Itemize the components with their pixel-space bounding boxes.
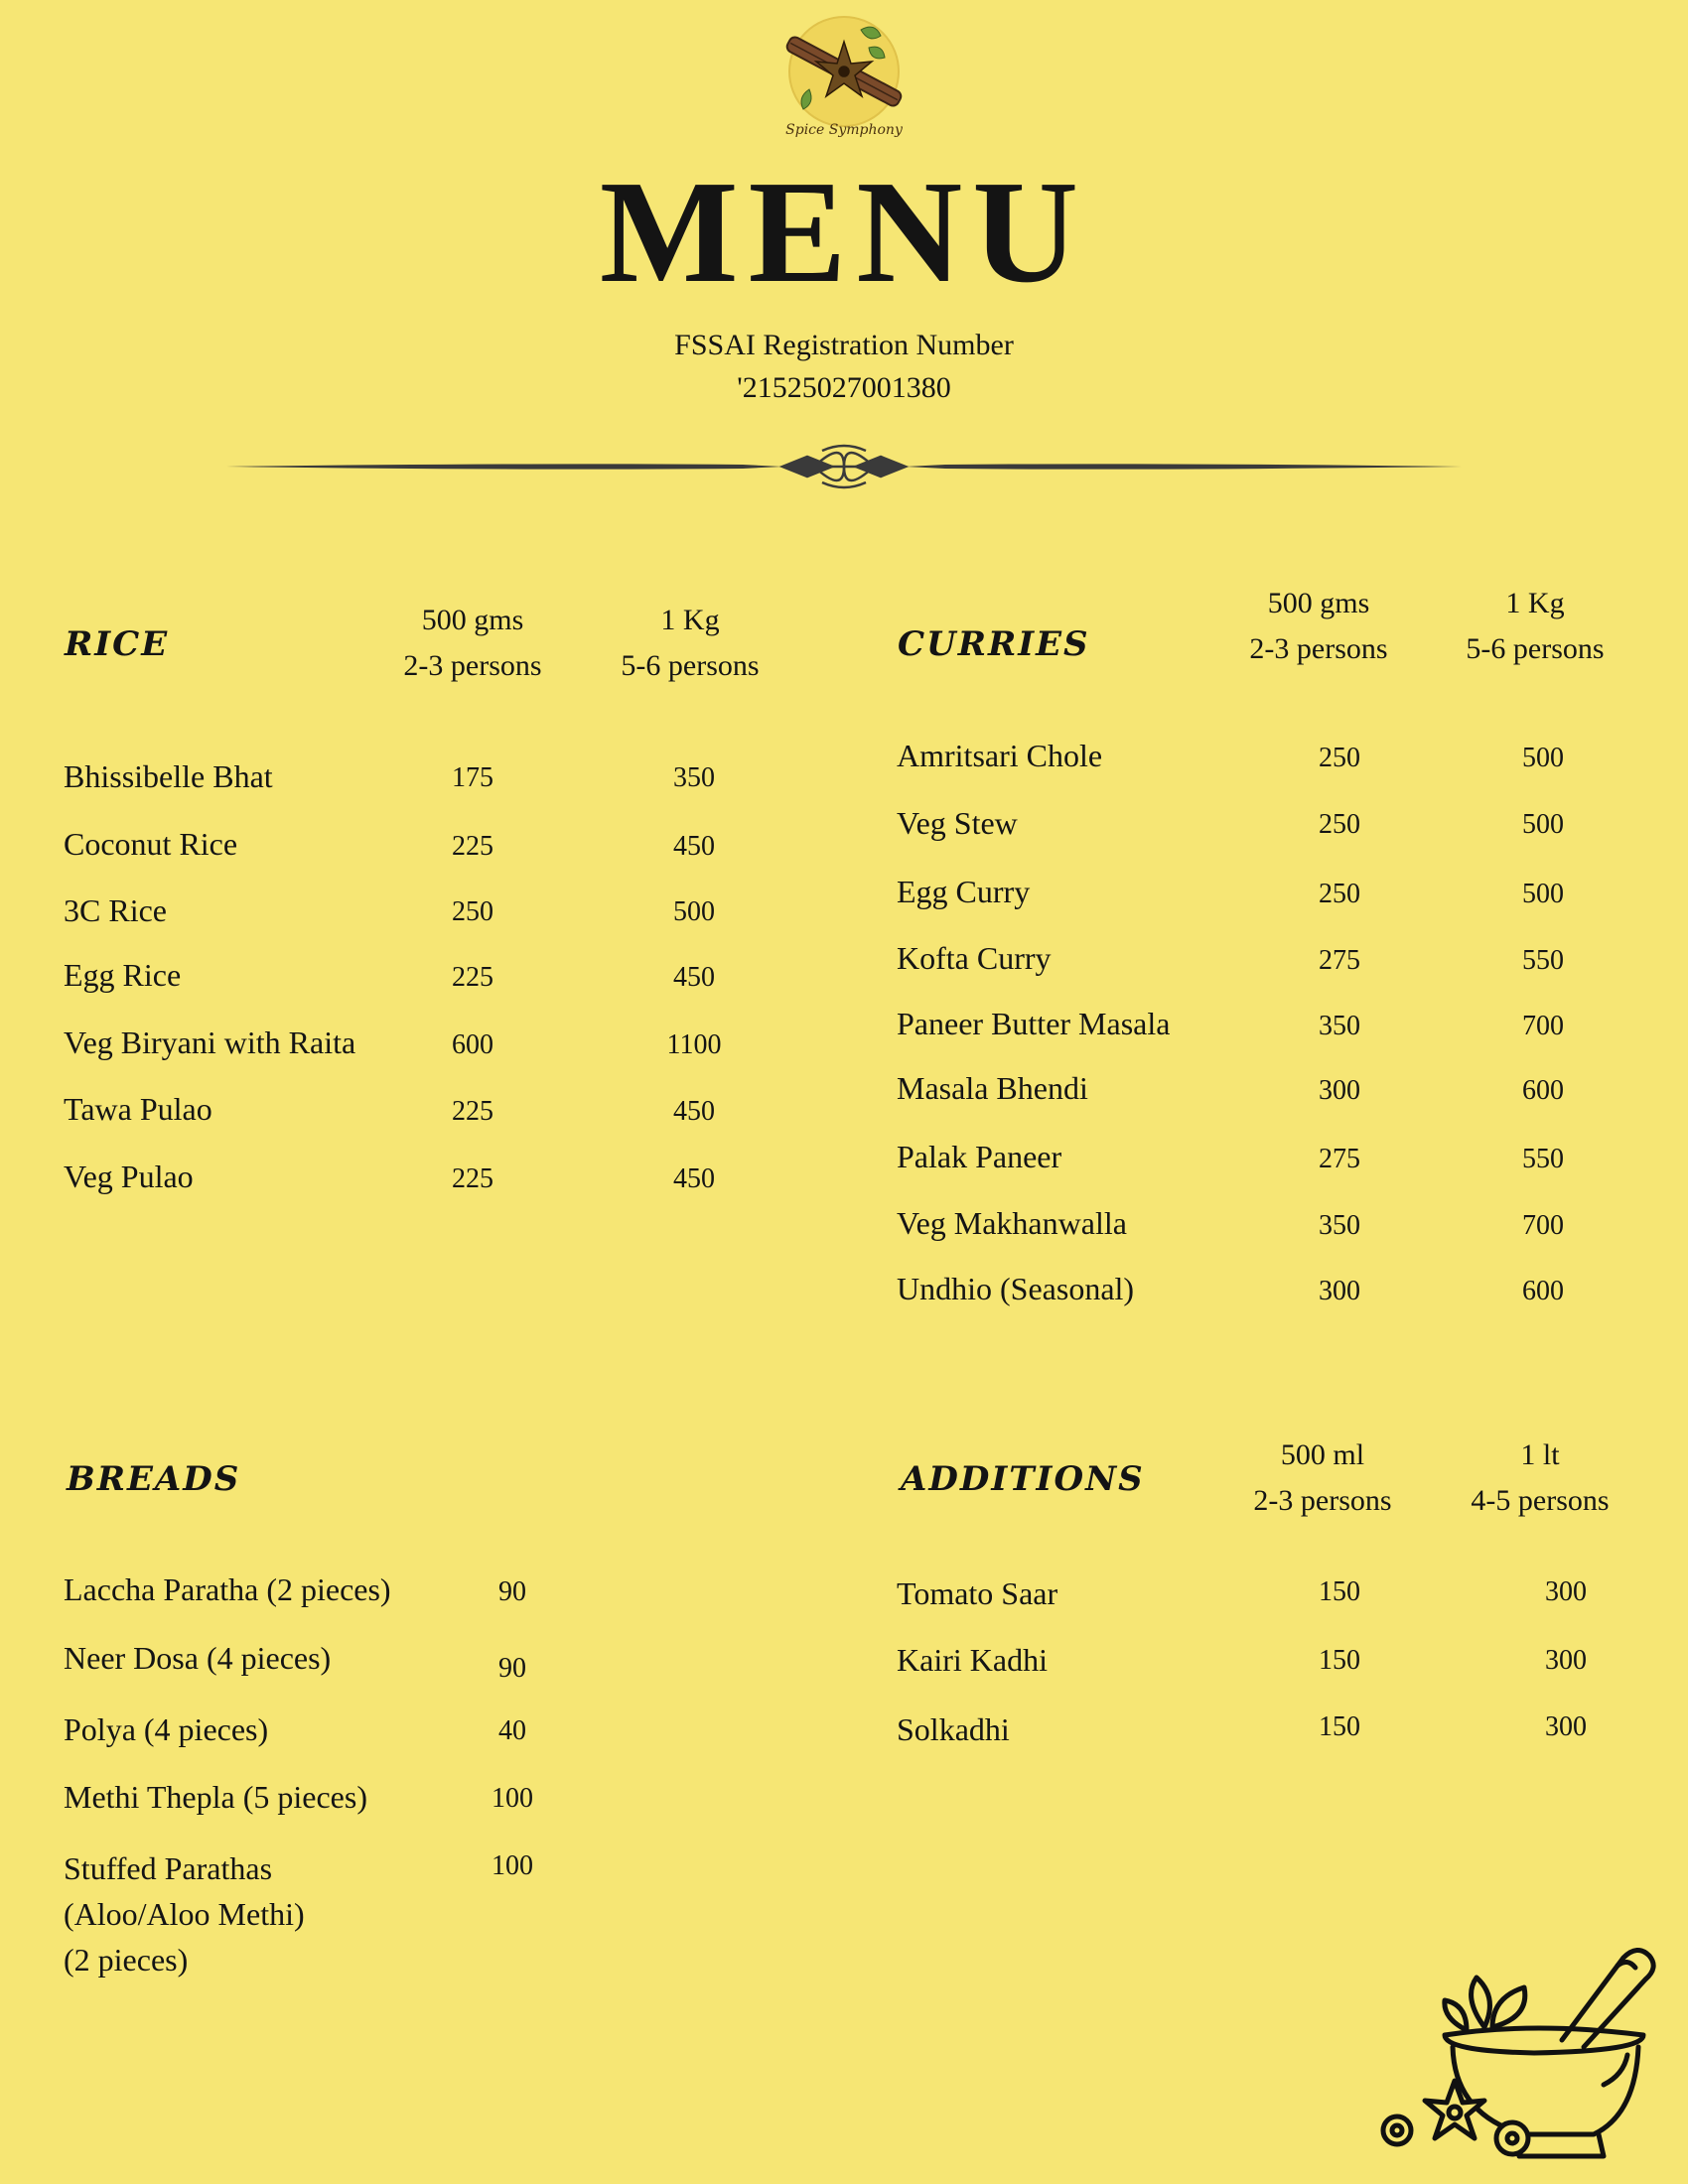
curry-item-price-large: 600 [1522, 1276, 1564, 1306]
bread-item-price: 100 [492, 1783, 533, 1814]
curry-item-name: Egg Curry [897, 874, 1031, 909]
addition-item-name: Tomato Saar [897, 1575, 1058, 1611]
bread-item-name: Polya (4 pieces) [64, 1711, 269, 1747]
curry-item-name: Masala Bhendi [897, 1070, 1088, 1106]
curry-item-price-small: 250 [1319, 879, 1360, 909]
rice-item-price-small: 225 [452, 831, 493, 862]
rice-item-name: Veg Pulao [64, 1159, 194, 1194]
spice-symphony-logo [770, 12, 918, 146]
rice-col1-qty: 500 gms [421, 604, 524, 636]
bread-item-price: 100 [492, 1850, 533, 1881]
rice-item-price-large: 1100 [666, 1029, 722, 1060]
rice-item-name: Egg Rice [64, 957, 182, 993]
curry-item-name: Undhio (Seasonal) [897, 1271, 1135, 1306]
curry-item-price-large: 700 [1522, 1210, 1564, 1241]
bread-item-name-line: (Aloo/Aloo Methi) [64, 1896, 305, 1932]
curry-item-price-small: 300 [1319, 1276, 1360, 1306]
curry-item-name: Veg Stew [897, 805, 1018, 841]
curry-item-price-large: 550 [1522, 945, 1564, 976]
curry-item-price-small: 275 [1319, 1144, 1360, 1174]
addition-item-price-small: 150 [1319, 1711, 1360, 1742]
curry-item-price-small: 250 [1319, 809, 1360, 840]
brand-name: Spice Symphony [785, 122, 903, 138]
rice-item-price-small: 250 [452, 896, 493, 927]
rice-section-title: RICE [65, 624, 170, 664]
curry-item-name: Paneer Butter Masala [897, 1006, 1171, 1041]
breads-section-title: BREADS [67, 1459, 241, 1499]
rice-item-name: Veg Biryani with Raita [64, 1024, 356, 1060]
addition-item-price-small: 150 [1319, 1645, 1360, 1676]
curry-item-name: Kofta Curry [897, 940, 1052, 976]
rice-item-name: Coconut Rice [64, 826, 238, 862]
bread-item-name: Methi Thepla (5 pieces) [64, 1779, 367, 1815]
curry-item-price-large: 500 [1522, 809, 1564, 840]
rice-col2-header [581, 598, 799, 689]
addition-item-name: Kairi Kadhi [897, 1642, 1048, 1678]
curry-item-price-small: 250 [1319, 743, 1360, 773]
curries-col1-header [1209, 581, 1428, 672]
addition-item-price-large: 300 [1545, 1711, 1587, 1742]
rice-col1-header [363, 598, 582, 689]
rice-item-price-large: 500 [673, 896, 715, 927]
rice-col2-qty: 1 Kg [660, 604, 720, 636]
rice-item-price-large: 450 [673, 1163, 715, 1194]
curry-item-name: Amritsari Chole [897, 738, 1103, 773]
curry-item-name: Veg Makhanwalla [897, 1205, 1127, 1241]
rice-item-price-large: 350 [673, 762, 715, 793]
curry-item-price-small: 350 [1319, 1210, 1360, 1241]
additions-col1-serves: 2-3 persons [1253, 1484, 1392, 1517]
curry-item-price-large: 500 [1522, 743, 1564, 773]
rice-item-price-large: 450 [673, 962, 715, 993]
rice-col2-serves: 5-6 persons [621, 649, 760, 682]
bread-item-price: 90 [498, 1576, 526, 1607]
additions-col2-qty: 1 lt [1520, 1438, 1560, 1471]
curry-item-name: Palak Paneer [897, 1139, 1062, 1174]
addition-item-price-small: 150 [1319, 1576, 1360, 1607]
rice-item-price-small: 175 [452, 762, 493, 793]
bread-item-name-line: (2 pieces) [64, 1942, 189, 1978]
rice-item-price-small: 225 [452, 1096, 493, 1127]
rice-item-name: Tawa Pulao [64, 1091, 212, 1127]
curries-col2-qty: 1 Kg [1505, 587, 1565, 619]
curries-col2-serves: 5-6 persons [1466, 632, 1605, 665]
mortar-pestle-illustration [1375, 1936, 1663, 2174]
addition-item-price-large: 300 [1545, 1576, 1587, 1607]
addition-item-price-large: 300 [1545, 1645, 1587, 1676]
fssai-number: '21525027001380 [737, 371, 951, 404]
curry-item-price-large: 700 [1522, 1011, 1564, 1041]
additions-col2-header [1431, 1433, 1649, 1524]
curry-item-price-small: 350 [1319, 1011, 1360, 1041]
bread-item-name: Neer Dosa (4 pieces) [64, 1640, 332, 1676]
bread-item-price: 90 [498, 1653, 526, 1684]
rice-item-price-large: 450 [673, 1096, 715, 1127]
curry-item-price-large: 550 [1522, 1144, 1564, 1174]
rice-item-price-small: 600 [452, 1029, 493, 1060]
rice-col1-serves: 2-3 persons [403, 649, 542, 682]
additions-section-title: ADDITIONS [901, 1459, 1145, 1499]
curries-section-title: CURRIES [898, 624, 1090, 664]
curries-col1-serves: 2-3 persons [1249, 632, 1388, 665]
curry-item-price-small: 300 [1319, 1075, 1360, 1106]
rice-item-price-large: 450 [673, 831, 715, 862]
curry-item-price-large: 600 [1522, 1075, 1564, 1106]
curry-item-price-small: 275 [1319, 945, 1360, 976]
page-title: MENU [599, 151, 1089, 314]
bread-item-price: 40 [498, 1715, 526, 1746]
additions-col1-header [1213, 1433, 1432, 1524]
bread-item-name-multiline [64, 1845, 305, 1982]
curries-col2-header [1426, 581, 1644, 672]
additions-col2-serves: 4-5 persons [1471, 1484, 1610, 1517]
bread-item-name-line: Stuffed Parathas [64, 1850, 273, 1886]
fssai-label: FSSAI Registration Number [674, 329, 1014, 361]
curries-col1-qty: 500 gms [1267, 587, 1370, 619]
rice-item-name: 3C Rice [64, 892, 167, 928]
rice-item-name: Bhissibelle Bhat [64, 758, 273, 794]
addition-item-name: Solkadhi [897, 1711, 1010, 1747]
ornamental-divider [226, 437, 1462, 496]
rice-item-price-small: 225 [452, 962, 493, 993]
curry-item-price-large: 500 [1522, 879, 1564, 909]
rice-item-price-small: 225 [452, 1163, 493, 1194]
bread-item-name: Laccha Paratha (2 pieces) [64, 1571, 391, 1607]
additions-col1-qty: 500 ml [1280, 1438, 1365, 1471]
